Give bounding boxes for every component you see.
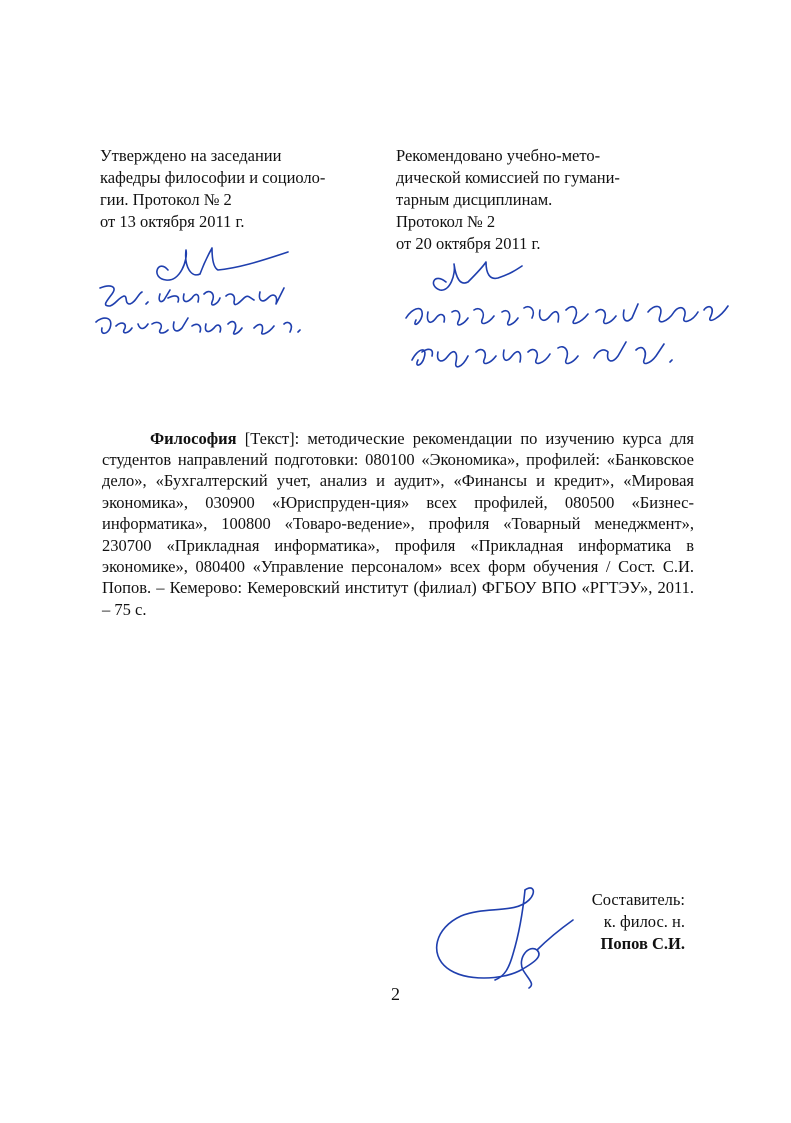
compiler-signature — [425, 880, 580, 995]
recommendation-line: дической комиссией по гумани- — [396, 168, 620, 187]
recommendation-block — [396, 145, 696, 255]
compiler-name: Попов С.И. — [600, 934, 685, 953]
recommendation-line: от 20 октября 2011 г. — [396, 234, 541, 253]
head-of-department-signature — [88, 238, 338, 353]
approval-line: от 13 октября 2011 г. — [100, 212, 245, 231]
compiler-degree: к. филос. н. — [603, 912, 685, 931]
compiler-block — [592, 889, 685, 955]
compiler-label: Составитель: — [591, 890, 685, 909]
recommendation-line: тарным дисциплинам. — [396, 190, 553, 209]
page-number: 2 — [391, 984, 400, 1004]
approval-line: гии. Протокол № 2 — [100, 190, 232, 209]
annotation-term: Философия — [150, 428, 237, 448]
annotation-body: [Текст]: методические рекомендации по изучению курса для студентов направлений подготовки: 080100 «Экономика», профилей: «Банковское дело», «Бухгалтерский учет, анализ и аудит», «Финансы и кредит», «Мировая экономика», 030900 «Юриспруден-ция» всех профилей, 080500 «Бизнес-информатика», 100800 «Товаро-ведение», профиля «Товарный менеджмент», 230700 «Прикладная информатика», профиля «Прикладная информатика в экономике», 080400 «Управление персоналом» всех форм обучения / Сост. С.И. Попов. – Кемерово: Кемеровский институт (филиал) ФГБОУ ВПО «РГТЭУ», 2011. – 75 с. — [102, 428, 694, 619]
approval-line: кафедры философии и социоло- — [100, 168, 326, 187]
annotation-text — [102, 428, 694, 621]
recommendation-line: Протокол № 2 — [396, 212, 496, 231]
commission-chair-signature — [398, 252, 743, 382]
recommendation-line: Рекомендовано учебно-мето- — [396, 146, 601, 165]
approval-line: Утверждено на заседании — [100, 146, 282, 165]
approval-block — [100, 145, 370, 233]
